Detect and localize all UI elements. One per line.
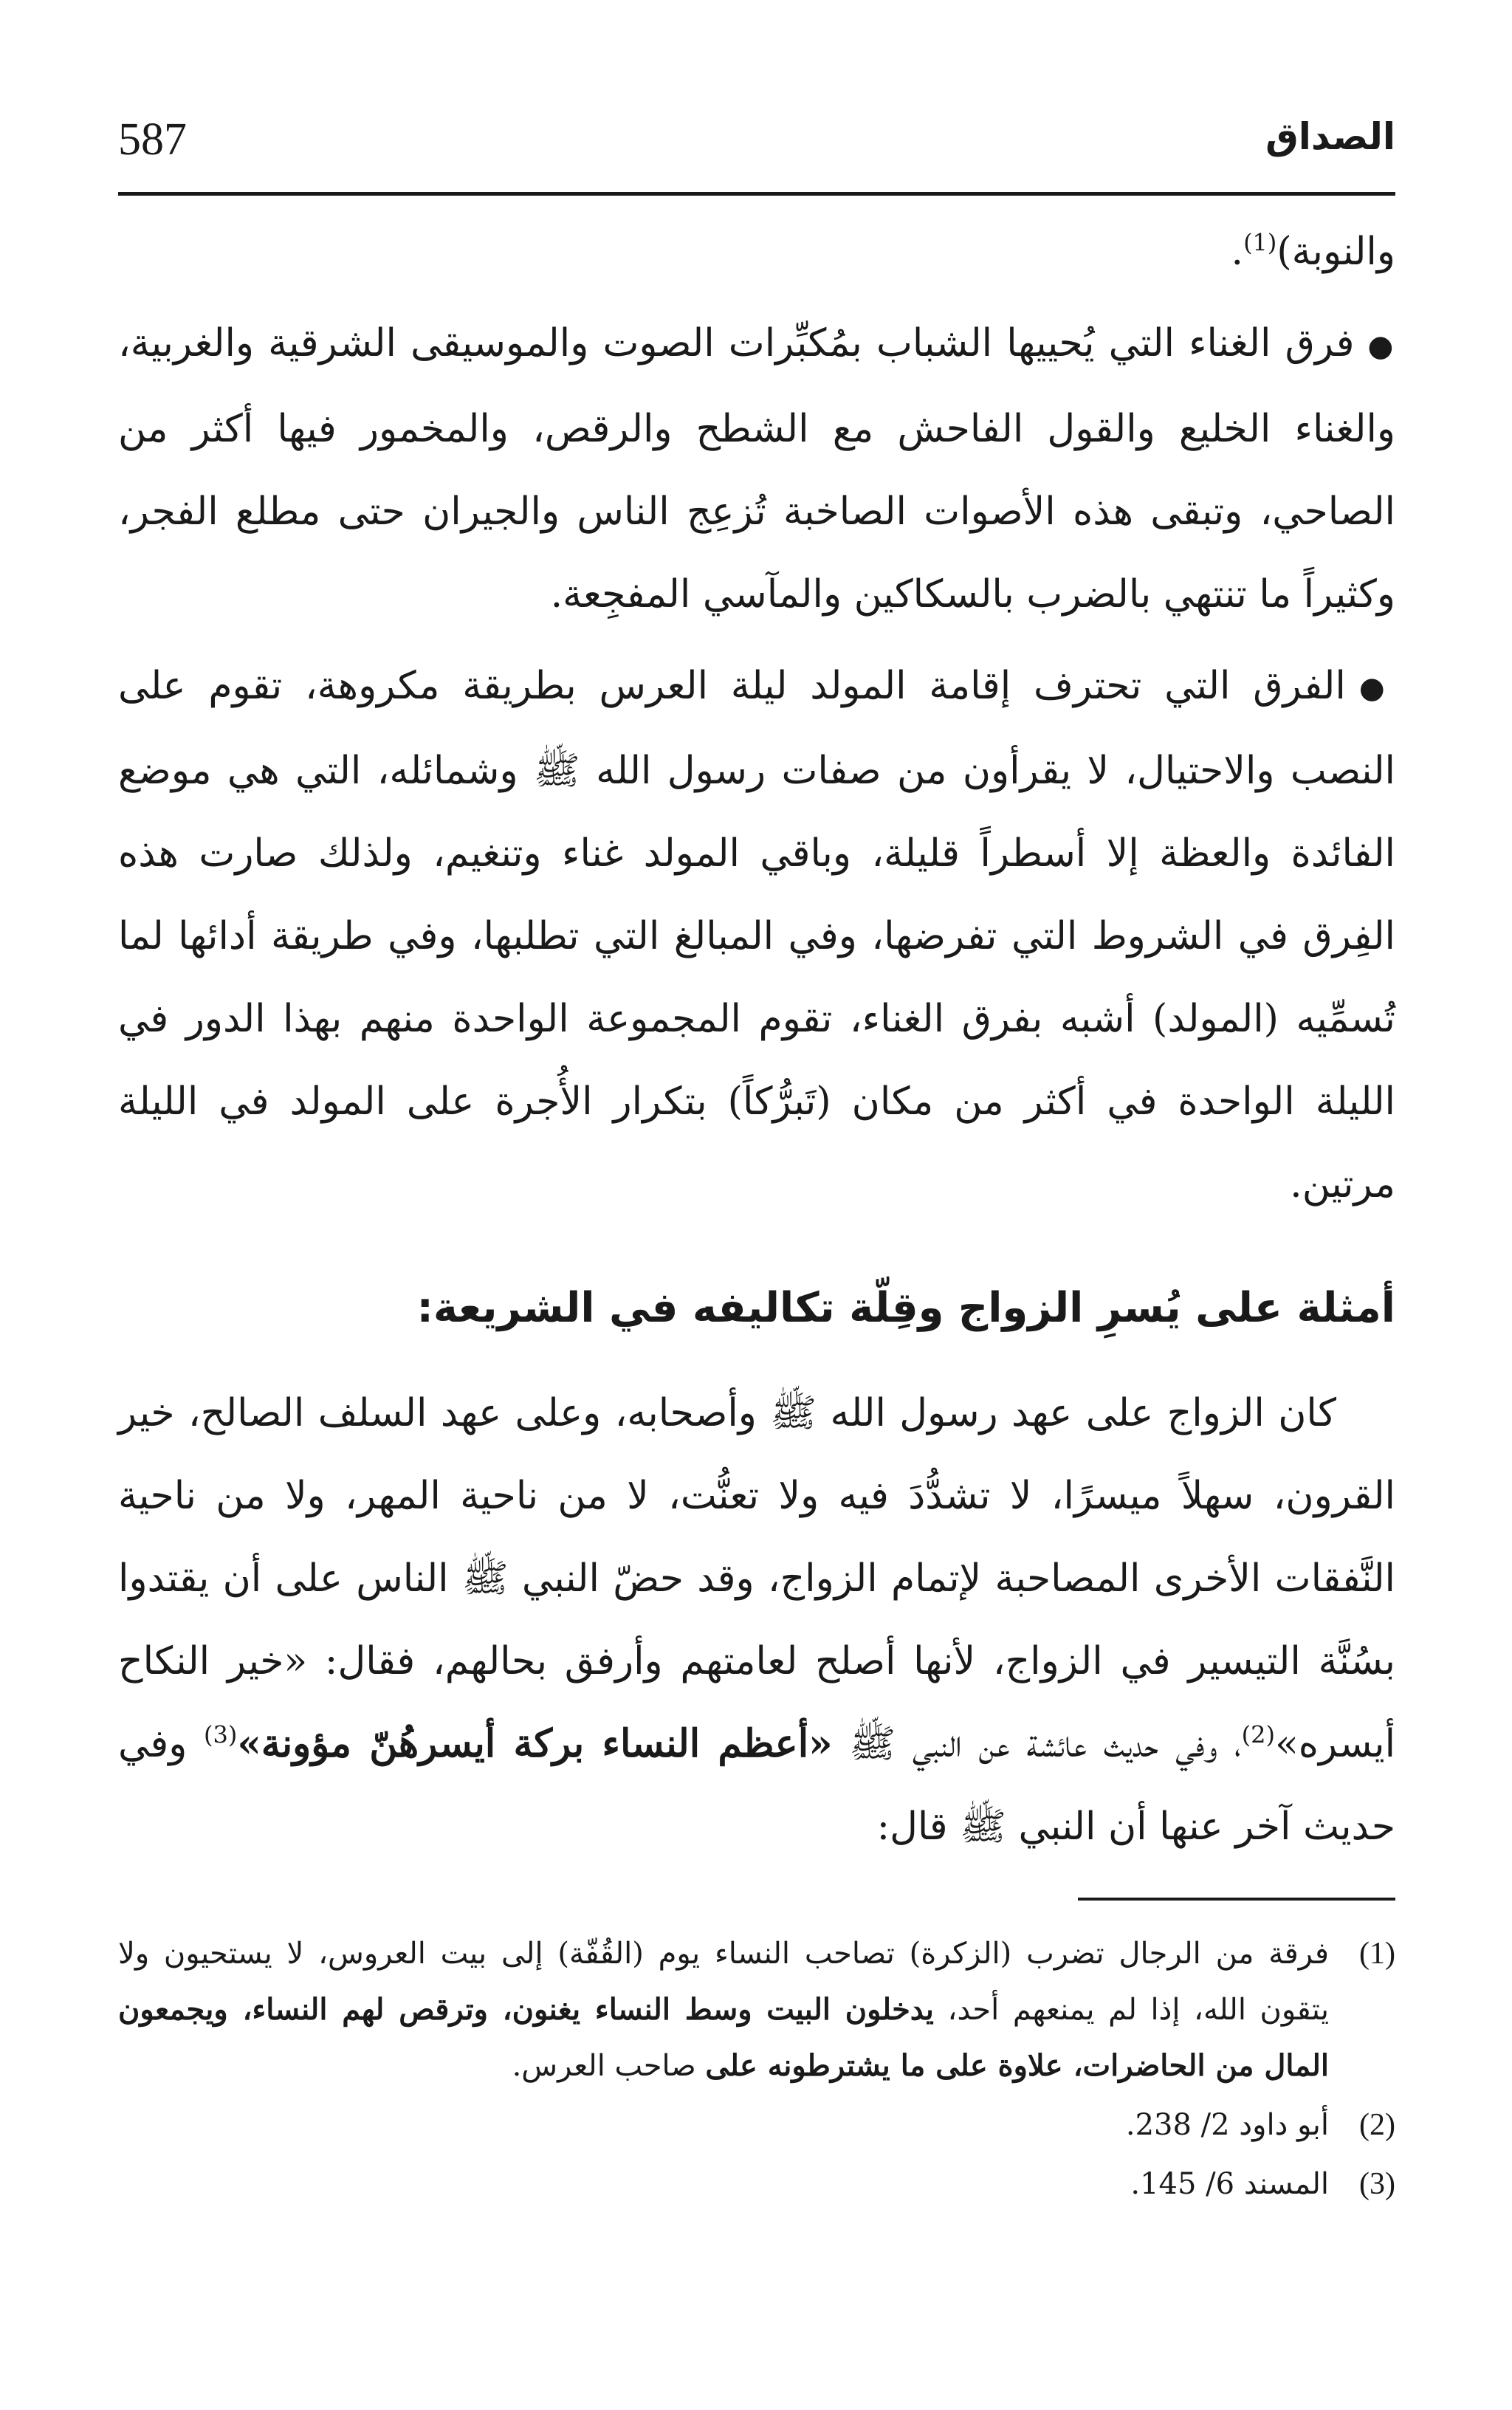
- footnote: [118, 2097, 1395, 2153]
- paragraph-text: وفي حديث آخر عنها أن النبي ﷺ قال:: [118, 1722, 1395, 1849]
- footnote-text-part: صاحب العرس.: [512, 2049, 706, 2083]
- footnote-text: المسند 6/ 145.: [1130, 2167, 1329, 2201]
- footnote-divider: [1078, 1898, 1395, 1901]
- paragraph-text: والنوبة): [1276, 230, 1395, 274]
- page-header: [118, 111, 1395, 196]
- section-heading: أمثلة على يُسرِ الزواج وقِلّة تكاليفه في الشريعة:: [416, 1284, 1395, 1332]
- body-text: [118, 210, 1395, 1868]
- footnote: [118, 2156, 1395, 2212]
- book-page: [118, 111, 1395, 2326]
- hadith-quote: «أعظم النساء بركة أيسرهُنّ مؤونة»: [237, 1721, 833, 1766]
- footnote-number: (1): [1359, 1937, 1395, 1971]
- footnote-number: (2): [1359, 2108, 1395, 2142]
- footnote-text: [118, 1926, 1329, 2094]
- footnote-number: (3): [1359, 2167, 1395, 2201]
- paragraph-text: فرق الغناء التي يُحييها الشباب بمُكبِّرات الصوت والموسيقى الشرقية والغربية، والغناء الخليع والقول الفاحش مع الشطح والرقص، والمخمور فيها أكثر من الصاحي، وتبقى هذه الأصوات الصاخبة تُزعِج الناس والجيران حتى مطلع الفجر، وكثيراً ما تنتهي بالضرب بالسكاكين والمآسي المفجِعة.: [118, 321, 1395, 617]
- footnote-text-part: فرقة من الرجال تضرب (الزكرة) تصاحب النساء يوم (القُفّة) إلى بيت العروس، لا يستحيون ولا يتقون الله، إذا لم يمنعهم أحد،: [118, 1937, 1329, 2027]
- footnote-ref: (1): [1243, 228, 1277, 257]
- page-number: 587: [118, 114, 187, 165]
- paragraph-text: ، وفي حديث عائشة عن النبي ﷺ: [832, 1722, 1242, 1766]
- bullet-paragraph: [118, 645, 1395, 1226]
- footnote-ref: (2): [1241, 1720, 1275, 1749]
- footnote-text: أبو داود 2/ 238.: [1125, 2108, 1329, 2142]
- paragraph-text: كان الزواج على عهد رسول الله ﷺ وأصحابه، وعلى عهد السلف الصالح، خير القرون، سهلاً ميسرًا، لا تشدُّدَ فيه ولا تعنُّت، لا من ناحية المهر، ولا من ناحية النَّفقات الأخرى المصاحبة لإتمام الزواج، وقد حضّ النبي ﷺ الناس على أن يقتدوا بسُنَّة التيسير في الزواج، لأنها أصلح لعامتهم وأرفق بحالهم، فقال: «خير النكاح أيسره»: [118, 1391, 1396, 1766]
- running-title: الصداق: [1265, 115, 1395, 158]
- footnotes: [118, 1926, 1395, 2212]
- footnote: [118, 1926, 1395, 2094]
- paragraph-text: الفرق التي تحترف إقامة المولد ليلة العرس بطريقة مكروهة، تقوم على النصب والاحتيال، لا يقرأون من صفات رسول الله ﷺ وشمائله، التي هي موضع الفائدة والعظة إلا أسطراً قليلة، وباقي المولد غناء وتنغيم، ولذلك صارت هذه الفِرق في الشروط التي تفرضها، وفي المبالغ التي تطلبها، وفي طريقة أدائها لما تُسمِّيه (المولد) أشبه بفرق الغناء، تقوم المجموعة الواحدة منهم بهذا الدور في الليلة الواحدة في أكثر من مكان (تَبرُّكاً) بتكرار الأُجرة على المولد في الليلة مرتين.: [118, 663, 1395, 1206]
- bullet-icon: ●: [1358, 671, 1395, 705]
- paragraph-continuation: [118, 210, 1395, 293]
- bullet-icon: ●: [1367, 329, 1395, 363]
- section-paragraph: [118, 1372, 1395, 1868]
- footnote-ref: (3): [203, 1720, 238, 1749]
- footnote-text-bold: يدخلون البيت وسط النساء يغنون، وترقص لهم النساء، ويجمعون المال من الحاضرات، علاوة على ما يشترطونه على: [118, 1992, 1329, 2083]
- bullet-paragraph: [118, 302, 1395, 636]
- paragraph-text: .: [1231, 230, 1244, 274]
